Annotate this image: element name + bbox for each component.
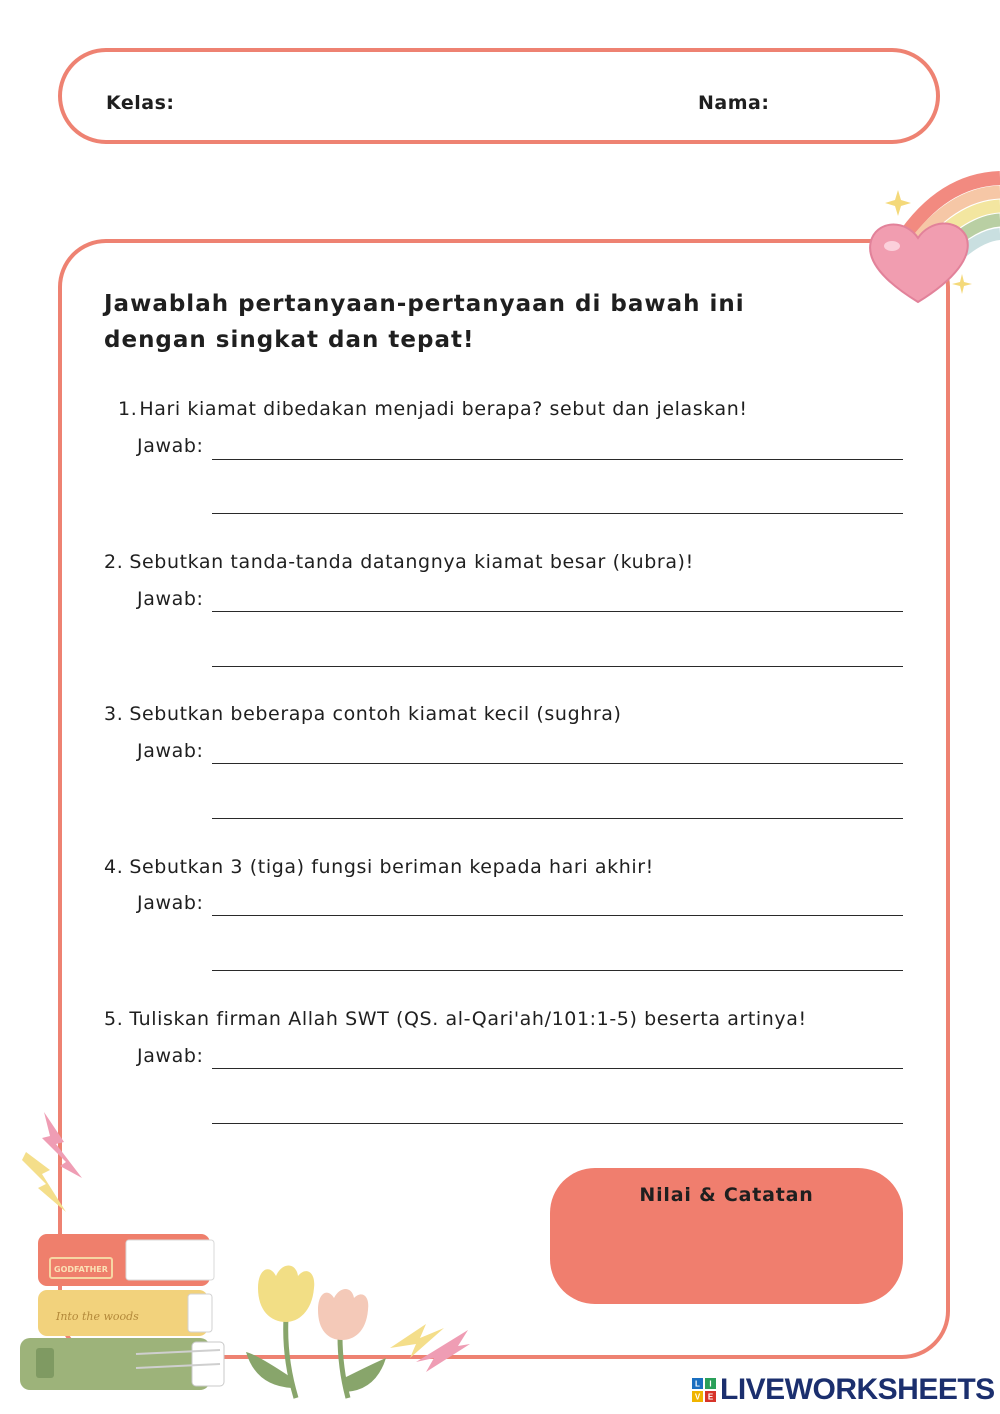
answer-4-line-1[interactable]: [212, 886, 903, 916]
nama-label: Nama:: [698, 92, 770, 114]
answer-3-line-2[interactable]: [212, 789, 903, 819]
question-number: 5.: [104, 1008, 124, 1030]
instruction: [104, 286, 824, 358]
tulips-decoration: [236, 1258, 406, 1400]
question-3: [104, 703, 904, 725]
icon-letter: L: [695, 1379, 700, 1389]
question-number: 4.: [104, 856, 124, 878]
question-4: [104, 856, 904, 878]
book-title: Into the woods: [56, 1310, 139, 1323]
icon-letter: I: [709, 1379, 712, 1389]
instruction-line-1: Jawablah pertanyaan-pertanyaan di bawah ini: [104, 291, 745, 317]
question-5: [104, 1008, 904, 1030]
answer-4-line-2[interactable]: [212, 941, 903, 971]
answer-2-line-1[interactable]: [212, 582, 903, 612]
liveworksheets-icon: [692, 1378, 716, 1402]
answer-label: Jawab:: [137, 588, 204, 610]
answer-1-line-1[interactable]: [212, 430, 903, 460]
header-box: [58, 48, 940, 144]
icon-letter: V: [694, 1392, 701, 1402]
brand-name: LIVEWORKSHEETS: [720, 1373, 995, 1406]
lightning-icon: [20, 1108, 92, 1220]
kelas-input[interactable]: [192, 86, 656, 116]
instruction-line-2: dengan singkat dan tepat!: [104, 327, 475, 353]
question-2: [104, 551, 904, 573]
score-box: [550, 1168, 903, 1304]
answer-3-line-1[interactable]: [212, 734, 903, 764]
answer-label: Jawab:: [137, 892, 204, 914]
answer-5-line-1[interactable]: [212, 1039, 903, 1069]
icon-letter: E: [707, 1392, 714, 1402]
answer-5-line-2[interactable]: [212, 1094, 903, 1124]
answer-label: Jawab:: [137, 435, 204, 457]
score-title: Nilai & Catatan: [639, 1184, 814, 1206]
answer-1-line-2[interactable]: [212, 484, 903, 514]
question-text: Hari kiamat dibedakan menjadi berapa? sebut dan jelaskan!: [139, 398, 748, 420]
question-1: [104, 398, 904, 420]
answer-label: Jawab:: [137, 740, 204, 762]
books-decoration: [16, 1228, 238, 1400]
answer-2-line-2[interactable]: [212, 637, 903, 667]
question-text: Sebutkan tanda-tanda datangnya kiamat besar (kubra)!: [129, 551, 694, 573]
question-number: 2.: [104, 551, 124, 573]
question-text: Sebutkan beberapa contoh kiamat kecil (sughra): [129, 703, 622, 725]
question-text: Tuliskan firman Allah SWT (QS. al-Qari'ah/101:1-5) beserta artinya!: [129, 1008, 807, 1030]
question-text: Sebutkan 3 (tiga) fungsi beriman kepada hari akhir!: [129, 856, 654, 878]
kelas-label: Kelas:: [106, 92, 175, 114]
nama-input[interactable]: [782, 86, 916, 116]
question-number: 1.: [118, 398, 138, 420]
rainbow-heart-decoration: [862, 170, 1000, 310]
lightning-icon: [386, 1318, 472, 1374]
book-title: GODFATHER: [54, 1265, 108, 1274]
liveworksheets-logo: [692, 1372, 995, 1408]
question-number: 3.: [104, 703, 124, 725]
answer-label: Jawab:: [137, 1045, 204, 1067]
